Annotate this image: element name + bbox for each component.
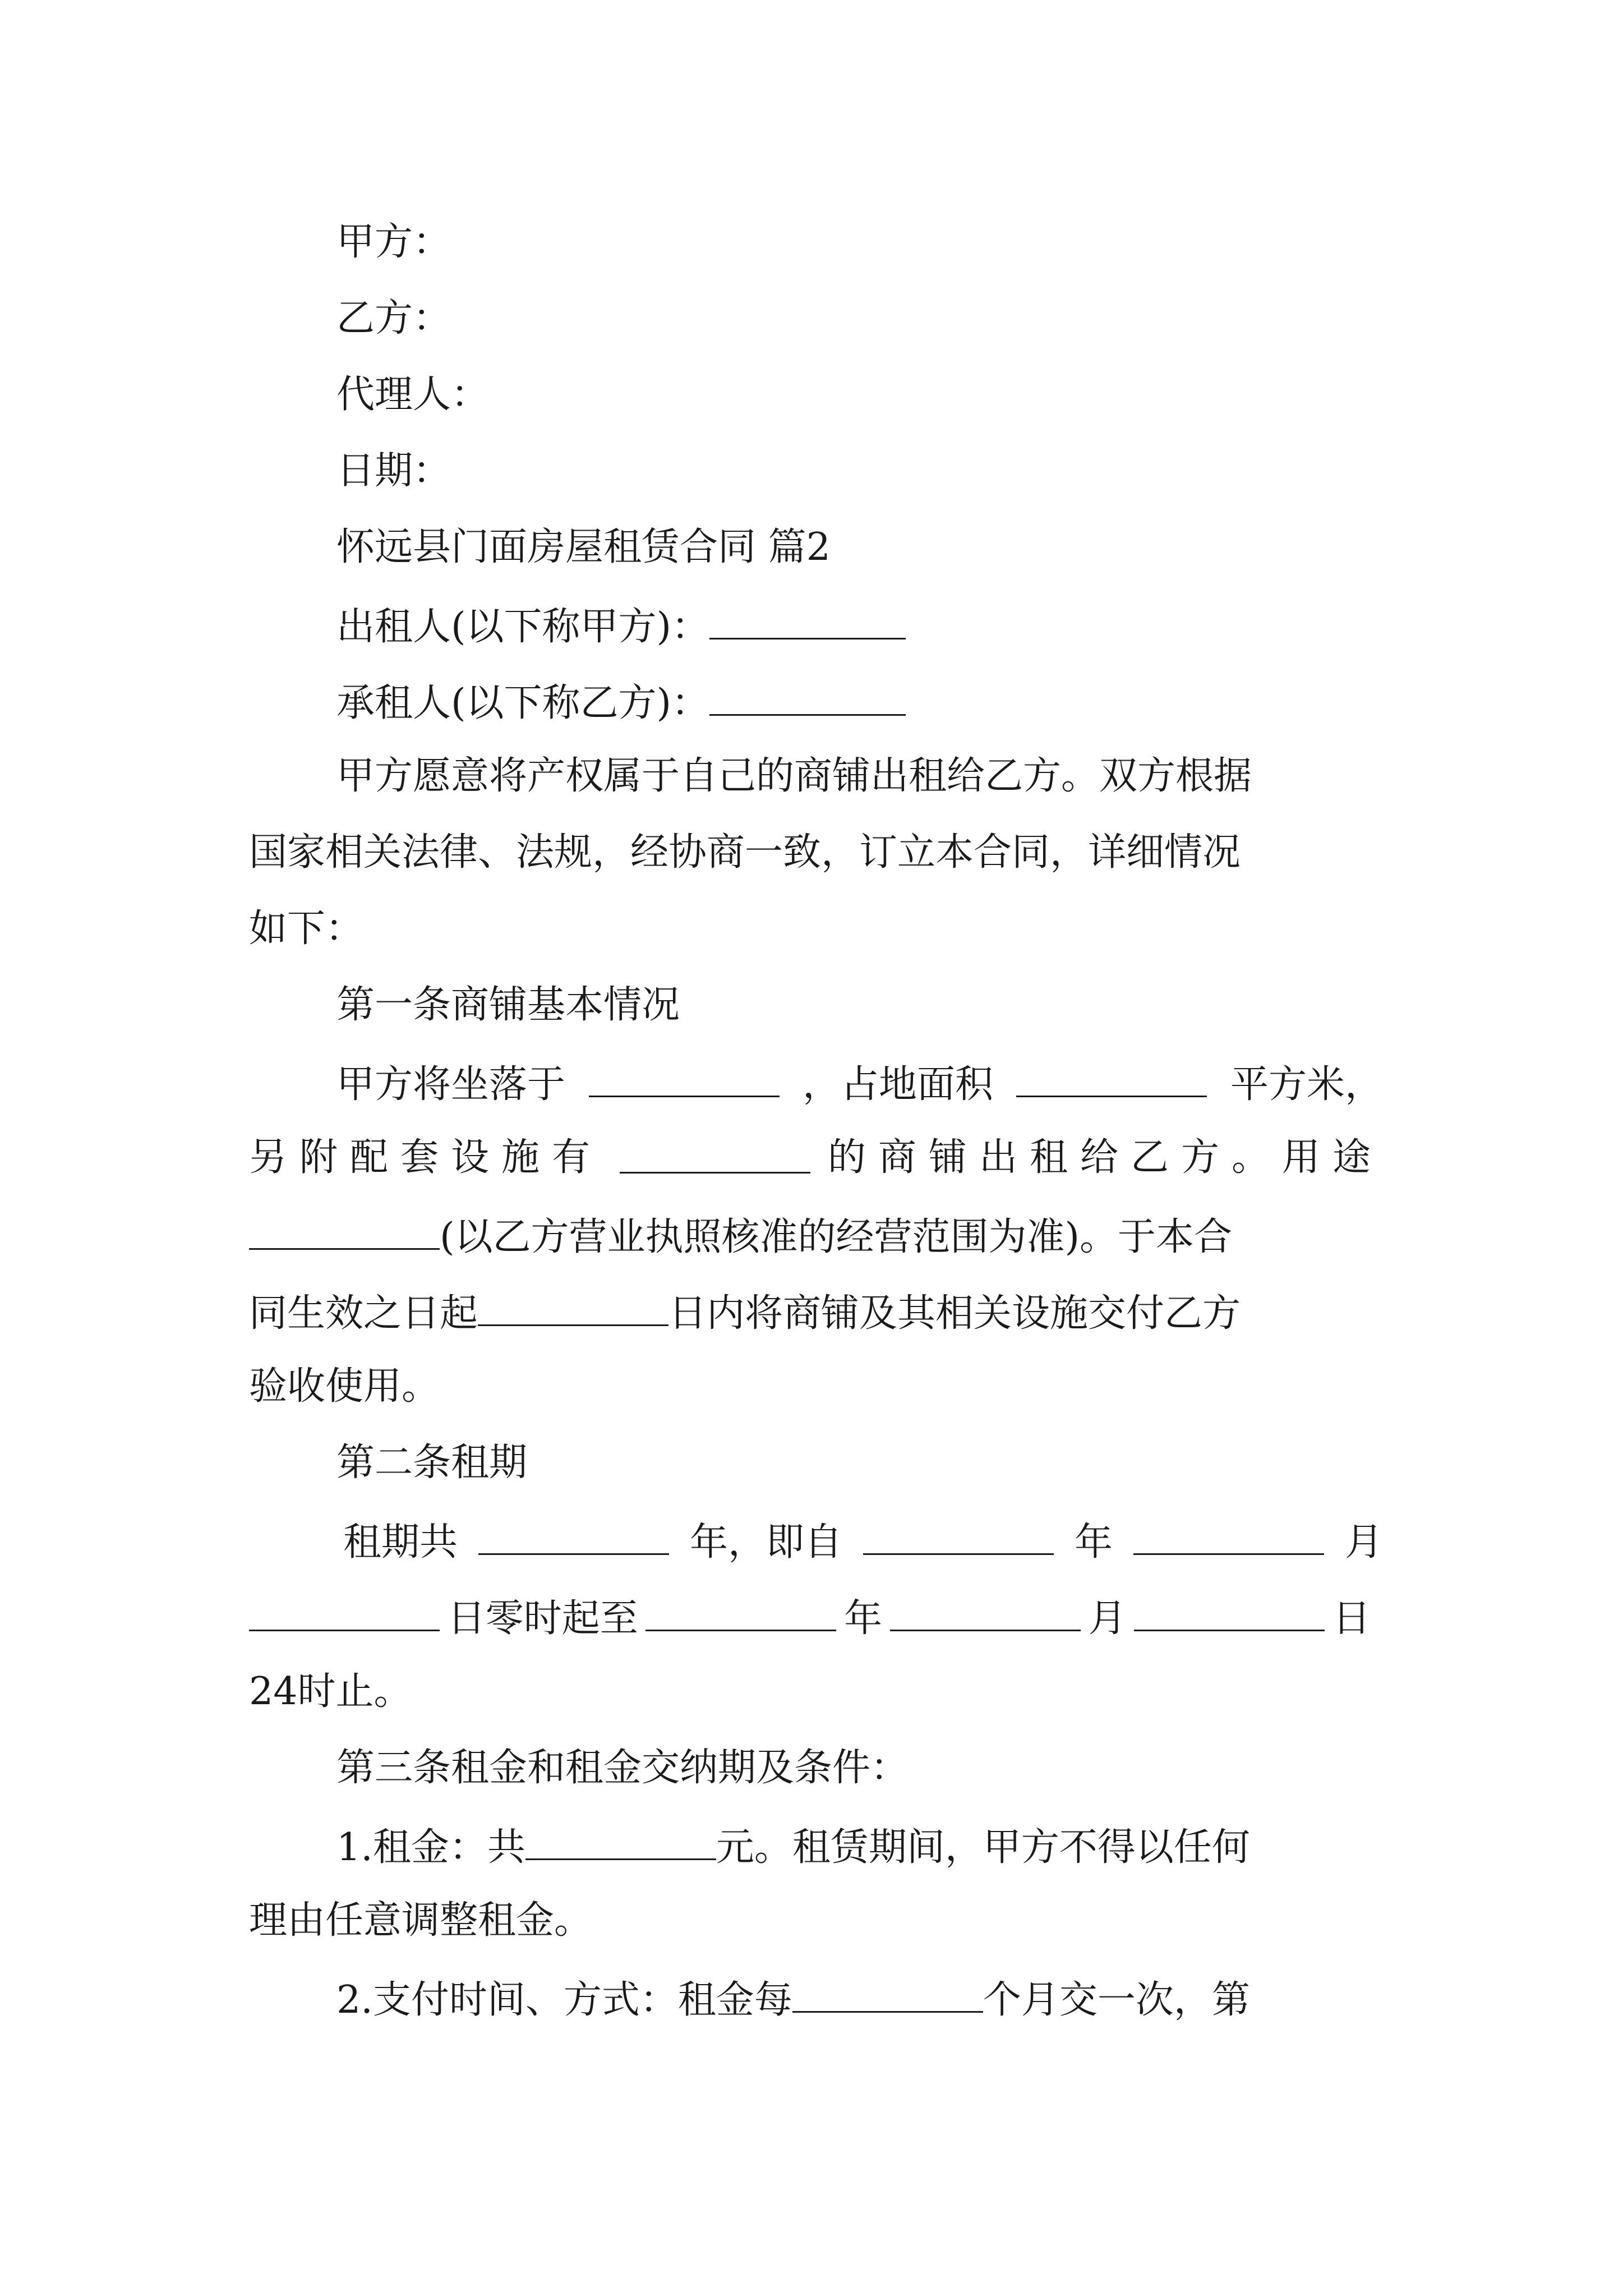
text-segment: 个月交一次，第 <box>983 1977 1250 2022</box>
article-2-line-1 <box>343 1517 1383 1565</box>
article-2-line-2 <box>249 1593 1371 1641</box>
article-1-line-1 <box>336 1059 1383 1107</box>
lessor-label: 出租人(以下称甲方)： <box>336 604 710 649</box>
lessee-label: 承租人(以下称乙方)： <box>336 680 710 725</box>
location-blank <box>589 1059 780 1097</box>
article-1-line-2 <box>249 1135 1383 1180</box>
text-segment: 日零时起至 <box>447 1596 638 1641</box>
signature-agent: 代理人： <box>336 372 490 417</box>
lessor-blank <box>709 601 906 639</box>
text-segment: 2.支付时间、方式：租金每 <box>336 1977 792 2022</box>
text-segment: ，占地面积 <box>802 1062 993 1107</box>
area-blank <box>1016 1059 1207 1097</box>
days-blank <box>478 1288 668 1326</box>
payment-interval-blank <box>792 1975 983 2013</box>
signature-party-b: 乙方： <box>336 296 451 341</box>
text-segment: 月 <box>1088 1596 1127 1641</box>
text-segment: 租期共 <box>343 1520 458 1565</box>
text-segment: (以乙方营业执照核准的经营范围为准)。于本合 <box>440 1214 1233 1259</box>
text-segment: 月 <box>1344 1520 1383 1565</box>
text-segment: 年 <box>1074 1520 1113 1565</box>
text-segment: 1.租金：共 <box>336 1825 525 1870</box>
rent-line-2: 理由任意调整租金。 <box>249 1898 593 1943</box>
article-1-line-3 <box>249 1212 1232 1260</box>
article-3-heading: 第三条租金和租金交纳期及条件： <box>336 1746 909 1790</box>
signature-party-a: 甲方： <box>336 220 451 264</box>
text-segment: 日内将商铺及其相关设施交付乙方 <box>668 1291 1241 1336</box>
end-year-blank <box>645 1593 836 1631</box>
intro-paragraph-line-1: 甲方愿意将产权属于自己的商铺出租给乙方。双方根据 <box>336 754 1252 798</box>
lessor-line <box>336 601 906 650</box>
end-month-blank <box>890 1593 1081 1631</box>
signature-date: 日期： <box>336 449 451 493</box>
article-1-heading: 第一条商铺基本情况 <box>336 983 680 1027</box>
article-1-line-5: 验收使用。 <box>249 1364 440 1409</box>
term-years-blank <box>478 1517 669 1555</box>
text-segment: 的商铺出租给乙方。用途 <box>827 1135 1383 1180</box>
start-month-blank <box>1133 1517 1324 1555</box>
facilities-blank <box>620 1135 810 1174</box>
article-2-heading: 第二条租期 <box>336 1441 528 1485</box>
rent-line <box>336 1822 1250 1870</box>
text-segment: 日 <box>1332 1596 1371 1641</box>
lessee-blank <box>709 678 906 716</box>
rent-amount-blank <box>525 1822 716 1860</box>
contract-title: 怀远县门面房屋租赁合同 篇2 <box>336 525 831 569</box>
text-segment: 元。租赁期间，甲方不得以任何 <box>716 1825 1250 1870</box>
purpose-blank <box>249 1212 440 1250</box>
text-segment: 年，即自 <box>689 1520 842 1565</box>
intro-paragraph-line-3: 如下： <box>249 907 364 951</box>
article-1-line-4 <box>249 1288 1241 1336</box>
start-year-blank <box>863 1517 1054 1555</box>
text-segment: 同生效之日起 <box>249 1291 478 1336</box>
intro-paragraph-line-2: 国家相关法律、法规，经协商一致，订立本合同，详细情况 <box>249 830 1241 875</box>
payment-line <box>336 1975 1250 2023</box>
start-day-blank <box>249 1593 440 1631</box>
lessee-line <box>336 678 906 726</box>
end-day-blank <box>1134 1593 1325 1631</box>
text-segment: 甲方将坐落于 <box>336 1062 566 1107</box>
article-2-line-3: 24时止。 <box>249 1669 412 1714</box>
text-segment: 平方米， <box>1230 1062 1383 1107</box>
text-segment: 另附配套设施有 <box>249 1135 603 1180</box>
text-segment: 年 <box>844 1596 883 1641</box>
